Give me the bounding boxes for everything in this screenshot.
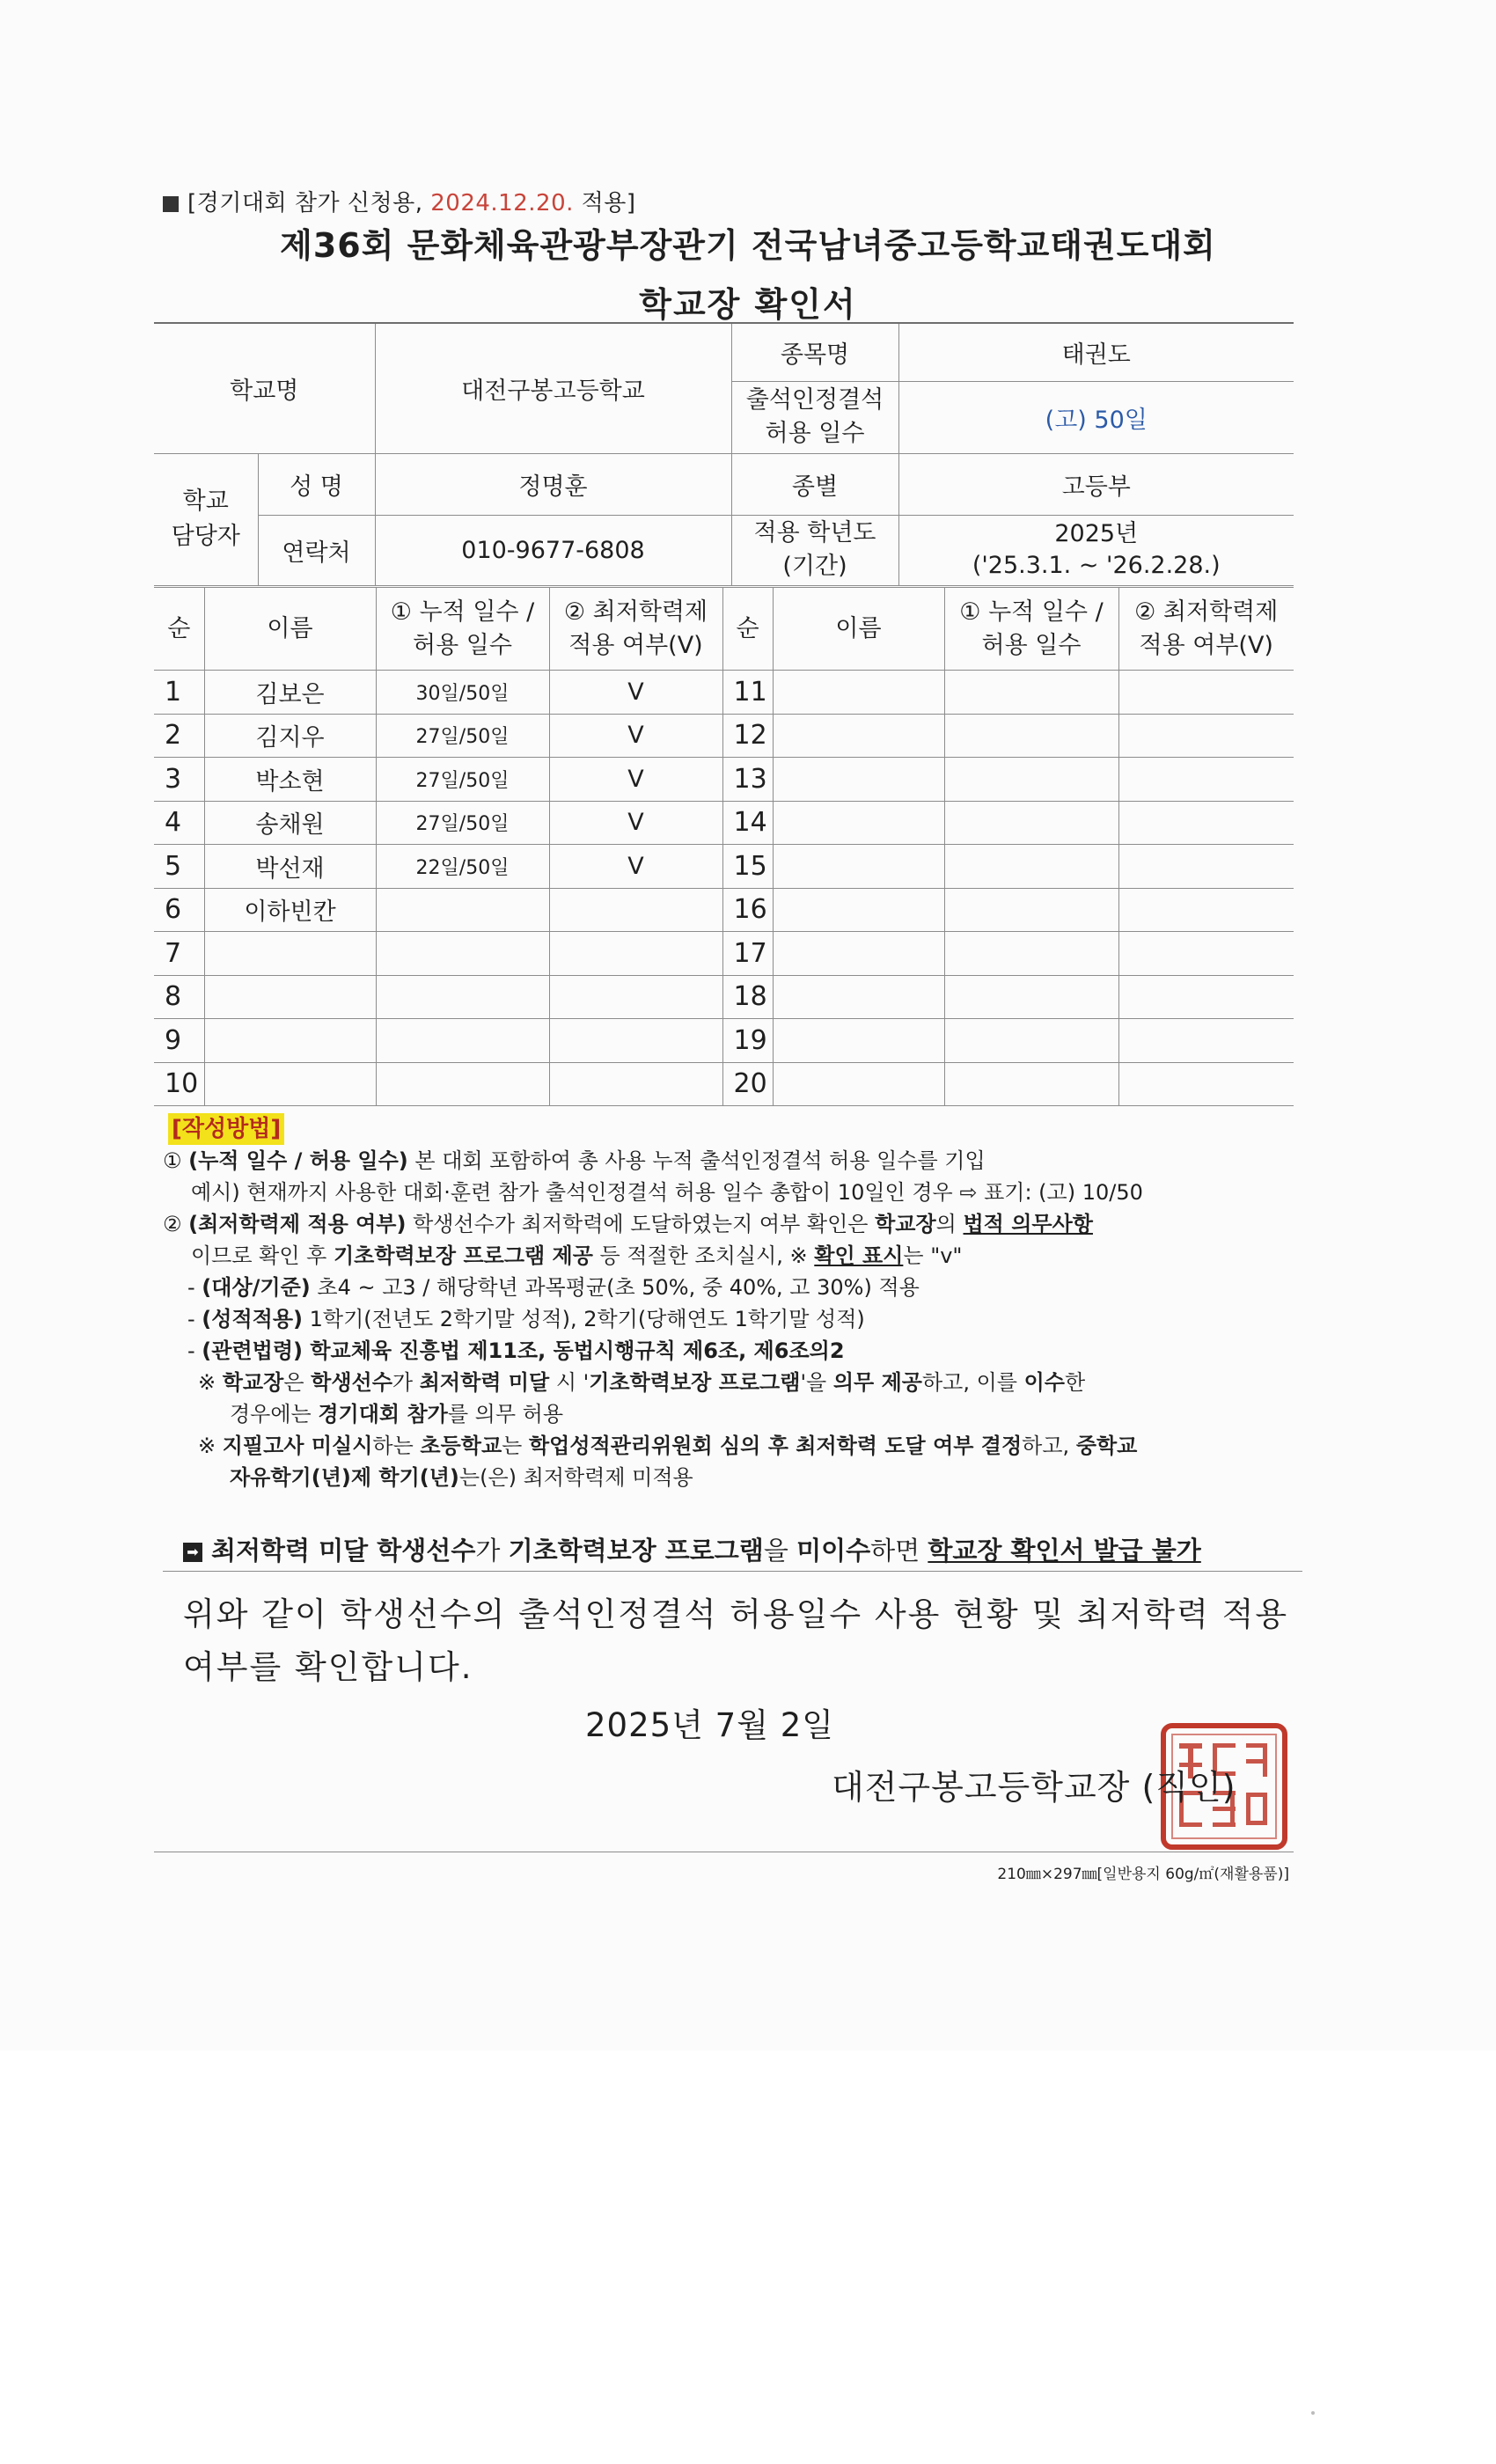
student-name [773, 714, 944, 758]
issue-date: 2025년 7월 2일 [585, 1706, 834, 1744]
student-list-table [154, 587, 1294, 1106]
name-value: 정명훈 [375, 453, 731, 515]
col-min-header: ② 최저학력제 적용 여부(V) [549, 588, 722, 671]
table-row [154, 671, 1294, 715]
min-check [1118, 671, 1294, 715]
square-bullet-icon [163, 196, 179, 212]
document-subtitle: 학교장 확인서 [639, 285, 857, 324]
row-number: 19 [722, 1019, 773, 1063]
row-number: 16 [722, 888, 773, 932]
row-number: 10 [154, 1062, 204, 1106]
row-number: 14 [722, 801, 773, 845]
student-name [773, 932, 944, 976]
table-row [154, 975, 1294, 1019]
guide-line: - (성적적용) 1학기(전년도 2학기말 성적), 2학기(당해연도 1학기말 성적) [187, 1307, 865, 1331]
guide-line: ※ 학교장은 학생선수가 최저학력 미달 시 '기초학력보장 프로그램'을 의무 제공하고, 이를 이수한 [198, 1370, 1086, 1395]
student-name: 송채원 [204, 801, 376, 845]
guide-line: - (대상/기준) 초4 ~ 고3 / 해당학년 과목평균(초 50%, 중 40%, 고 30%) 적용 [187, 1275, 920, 1300]
days-used [944, 714, 1118, 758]
row-number: 6 [154, 888, 204, 932]
year-label: 적용 학년도 (기간) [731, 515, 898, 585]
row-number: 1 [154, 671, 204, 715]
row-number: 11 [722, 671, 773, 715]
col-name-header: 이름 [204, 588, 376, 671]
table-row [154, 801, 1294, 845]
min-check [1118, 1019, 1294, 1063]
divider [163, 1571, 1302, 1572]
row-number: 20 [722, 1062, 773, 1106]
min-check: V [549, 758, 722, 802]
school-label: 학교명 [154, 323, 375, 453]
days-used: 27일/50일 [376, 758, 549, 802]
min-check [549, 932, 722, 976]
guide-line: 자유학기(년)제 학기(년)는(은) 최저학력제 미적용 [230, 1465, 693, 1490]
contact-label: 연락처 [258, 515, 375, 585]
min-check: V [549, 845, 722, 889]
row-number: 15 [722, 845, 773, 889]
table-row [154, 888, 1294, 932]
student-name [204, 1062, 376, 1106]
row-number: 4 [154, 801, 204, 845]
guide-title: [작성방법] [168, 1113, 284, 1145]
applied-date: 2024.12.20. [430, 190, 574, 216]
document-title: 제36회 문화체육관광부장관기 전국남녀중고등학교태권도대회 [280, 226, 1216, 265]
row-number: 8 [154, 975, 204, 1019]
year-value: 2025년 ('25.3.1. ~ '26.2.28.) [898, 515, 1294, 585]
days-used [944, 932, 1118, 976]
col-no-header: 순 [722, 588, 773, 671]
student-name: 김지우 [204, 714, 376, 758]
student-name [773, 975, 944, 1019]
table-row [154, 758, 1294, 802]
student-name: 이하빈칸 [204, 888, 376, 932]
student-name: 김보은 [204, 671, 376, 715]
paper-spec: 210㎜×297㎜[일반용지 60g/㎡(재활용품)] [997, 1866, 1289, 1883]
min-check [549, 1019, 722, 1063]
days-used [944, 758, 1118, 802]
min-check [1118, 1062, 1294, 1106]
days-used [944, 845, 1118, 889]
days-used [944, 1062, 1118, 1106]
days-used [376, 932, 549, 976]
min-check [1118, 845, 1294, 889]
student-name [773, 1062, 944, 1106]
days-used [944, 975, 1118, 1019]
min-check [1118, 975, 1294, 1019]
student-name [204, 932, 376, 976]
row-number: 5 [154, 845, 204, 889]
writing-guide [163, 1113, 1298, 1493]
application-note: [경기대회 참가 신청용, 2024.12.20. 적용] [163, 185, 636, 217]
row-number: 3 [154, 758, 204, 802]
row-number: 13 [722, 758, 773, 802]
contact-value: 010-9677-6808 [375, 515, 731, 585]
row-number: 17 [722, 932, 773, 976]
student-name [204, 975, 376, 1019]
row-number: 2 [154, 714, 204, 758]
min-check [549, 975, 722, 1019]
school-value: 대전구봉고등학교 [375, 323, 731, 453]
student-name [773, 888, 944, 932]
row-number: 12 [722, 714, 773, 758]
min-check [1118, 758, 1294, 802]
table-row [154, 845, 1294, 889]
guide-line: 이므로 확인 후 기초학력보장 프로그램 제공 등 적절한 조치실시, ※ 확인 표시는 "v" [191, 1243, 963, 1268]
min-check: V [549, 671, 722, 715]
student-name [773, 1019, 944, 1063]
school-info-table [154, 322, 1294, 586]
guide-line: 예시) 현재까지 사용한 대회·훈련 참가 출석인정결석 허용 일수 총합이 10일인 경우 ⇨ 표기: (고) 10/50 [191, 1180, 1143, 1205]
guide-line: ② (최저학력제 적용 여부) 학생선수가 최저학력에 도달하였는지 여부 확인은 학교장의 법적 의무사항 [163, 1212, 1093, 1236]
arrow-box-icon: ➡ [183, 1543, 202, 1562]
table-row [154, 1019, 1294, 1063]
division-label: 종별 [731, 453, 898, 515]
student-name: 박선재 [204, 845, 376, 889]
row-number: 18 [722, 975, 773, 1019]
student-name [773, 801, 944, 845]
scan-speck [1311, 2411, 1315, 2415]
col-min-header: ② 최저학력제 적용 여부(V) [1118, 588, 1294, 671]
days-used: 27일/50일 [376, 801, 549, 845]
min-check [1118, 888, 1294, 932]
col-name-header: 이름 [773, 588, 944, 671]
allowed-days-label: 출석인정결석 허용 일수 [731, 381, 898, 453]
days-used [944, 1019, 1118, 1063]
col-days-header: ① 누적 일수 / 허용 일수 [376, 588, 549, 671]
min-check [1118, 932, 1294, 976]
event-value: 태권도 [898, 323, 1294, 381]
min-check [549, 888, 722, 932]
guide-line: ① (누적 일수 / 허용 일수) 본 대회 포함하여 총 사용 누적 출석인정결석 허용 일수를 기입 [163, 1148, 986, 1173]
division-value: 고등부 [898, 453, 1294, 515]
min-check [549, 1062, 722, 1106]
min-check [1118, 714, 1294, 758]
days-used [376, 975, 549, 1019]
days-used: 22일/50일 [376, 845, 549, 889]
days-used: 27일/50일 [376, 714, 549, 758]
days-used: 30일/50일 [376, 671, 549, 715]
days-used [944, 671, 1118, 715]
event-label: 종목명 [731, 323, 898, 381]
student-name: 박소현 [204, 758, 376, 802]
guide-line: ※ 지필고사 미실시하는 초등학교는 학업성적관리위원회 심의 후 최저학력 도달 여부 결정하고, 중학교 [198, 1434, 1138, 1458]
confirmation-statement: 위와 같이 학생선수의 출석인정결석 허용일수 사용 현황 및 최저학력 적용 여부를 확인합니다. [183, 1595, 1289, 1686]
table-row [154, 932, 1294, 976]
row-number: 7 [154, 932, 204, 976]
guide-line: 경우에는 경기대회 참가를 의무 허용 [230, 1402, 564, 1426]
warning-notice: ➡ 최저학력 미달 학생선수가 기초학력보장 프로그램을 미이수하면 학교장 확인서 발급 불가 [183, 1531, 1201, 1567]
student-name [773, 671, 944, 715]
col-days-header: ① 누적 일수 / 허용 일수 [944, 588, 1118, 671]
table-row [154, 1062, 1294, 1106]
student-name [773, 758, 944, 802]
col-no-header: 순 [154, 588, 204, 671]
table-row [154, 714, 1294, 758]
days-used [944, 888, 1118, 932]
student-name [773, 845, 944, 889]
allowed-days-value: (고) 50일 [898, 381, 1294, 453]
manager-label: 학교 담당자 [154, 453, 258, 585]
min-check: V [549, 714, 722, 758]
guide-line: - (관련법령) 학교체육 진흥법 제11조, 동법시행규칙 제6조, 제6조의2 [187, 1338, 845, 1363]
days-used [376, 1019, 549, 1063]
signer-name: 대전구봉고등학교장 (직인) [832, 1768, 1236, 1807]
min-check: V [549, 801, 722, 845]
table-header-row [154, 588, 1294, 671]
days-used [944, 801, 1118, 845]
name-label: 성 명 [258, 453, 375, 515]
days-used [376, 888, 549, 932]
days-used [376, 1062, 549, 1106]
min-check [1118, 801, 1294, 845]
student-name [204, 1019, 376, 1063]
row-number: 9 [154, 1019, 204, 1063]
